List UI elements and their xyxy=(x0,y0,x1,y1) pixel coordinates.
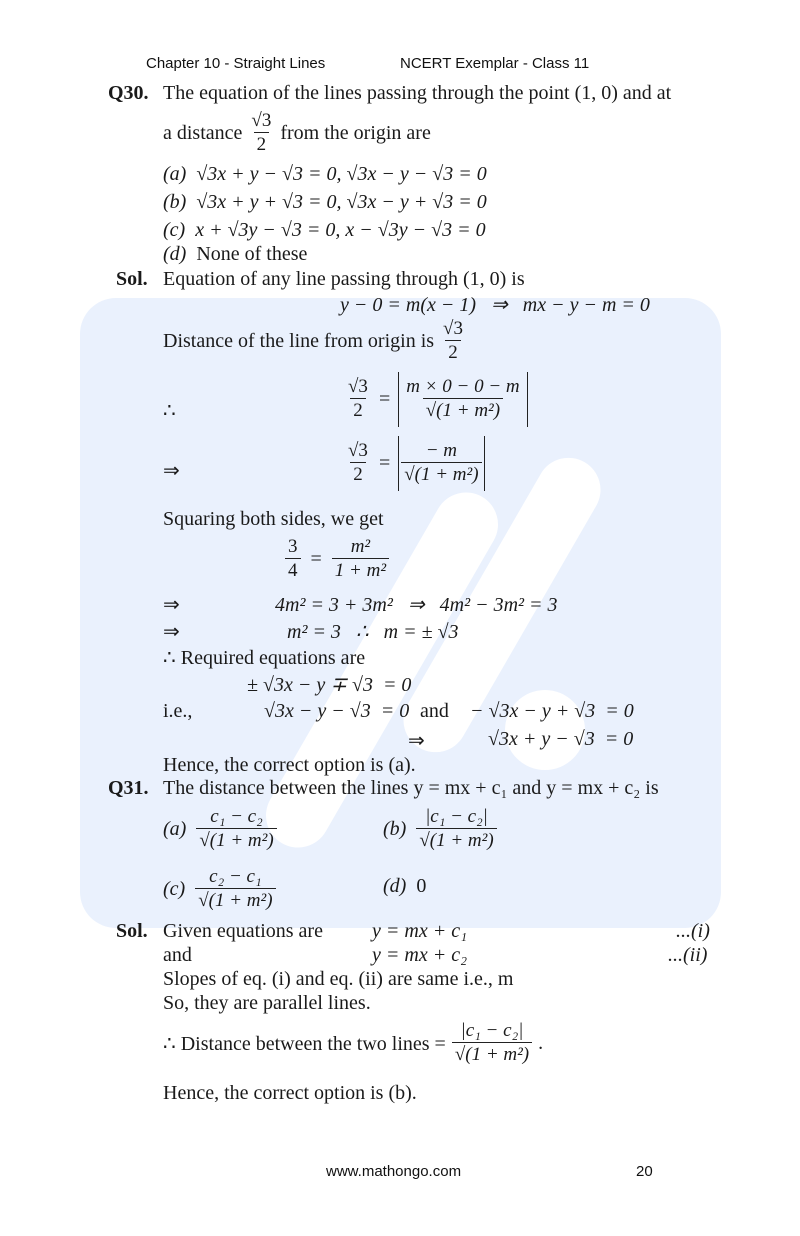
q30-option-c xyxy=(163,219,486,242)
fraction-denominator: √(1 + m²) xyxy=(452,1042,532,1067)
sol31-eq-ii: y = mx + c₂ xyxy=(372,944,468,966)
sol30-step1 xyxy=(345,372,528,427)
fraction-numerator: − m xyxy=(425,440,458,461)
fraction-numerator: c₁ − c₂ xyxy=(210,806,263,827)
sol31-and: and xyxy=(163,944,192,966)
option-b-fraction xyxy=(416,806,496,853)
sol30-step2 xyxy=(345,436,485,491)
option-a-fraction xyxy=(196,806,276,853)
sol30-line1: Equation of any line passing through (1, 0) is xyxy=(163,268,525,290)
q30-option-b xyxy=(163,191,487,214)
option-text: √3x + y − √3 = 0, √3x − y − √3 = 0 xyxy=(196,163,487,185)
footer-page-number: 20 xyxy=(636,1163,653,1180)
equals-sign: = xyxy=(378,452,391,474)
ie-label: i.e., xyxy=(163,700,193,722)
equals-sign: = xyxy=(378,388,391,410)
step1-lhs xyxy=(345,376,371,423)
sol30-label: Sol. xyxy=(116,268,148,290)
step1-rhs xyxy=(403,376,522,423)
q30-distance-fraction xyxy=(248,110,274,157)
ie-equation2: − √3x − y + √3 = 0 xyxy=(470,700,634,722)
sol31-given: Given equations are xyxy=(163,920,323,942)
option-label: (c) xyxy=(163,219,186,241)
sol31-ref-ii: ...(ii) xyxy=(668,944,708,966)
fraction-numerator: √3 xyxy=(251,110,272,131)
fraction-denominator: √(1 + m²) xyxy=(423,398,503,423)
fraction-denominator: 4 xyxy=(285,558,301,583)
fraction-numerator: √3 xyxy=(348,376,368,397)
required-equation: ± √3x − y ∓ √3 = 0 xyxy=(247,674,412,696)
q31-option-a xyxy=(163,806,277,853)
option-label: (b) xyxy=(163,191,187,213)
fraction-numerator: √3 xyxy=(348,440,368,461)
q31-number: Q31. xyxy=(108,777,149,799)
step2-lhs xyxy=(345,440,371,487)
option-c-fraction xyxy=(195,866,275,913)
ie-equation3: √3x + y − √3 = 0 xyxy=(488,728,634,750)
option-label: (d) xyxy=(163,243,187,265)
q30-text-post: from the origin are xyxy=(280,122,431,144)
q30-text-line2 xyxy=(163,110,431,157)
option-label: (d) xyxy=(383,875,407,897)
fraction-numerator: m² xyxy=(350,536,371,557)
distance-fraction xyxy=(452,1020,532,1067)
q31-option-c xyxy=(163,866,276,913)
sol31-distance-line xyxy=(163,1020,543,1067)
implies-symbol: ⇒ xyxy=(408,730,425,752)
fraction-numerator: 3 xyxy=(288,536,298,557)
ie-equation1: √3x − y − √3 = 0 xyxy=(264,700,410,722)
header-chapter: Chapter 10 - Straight Lines xyxy=(146,55,326,72)
sol30-distance-line xyxy=(163,318,466,365)
equals-sign: = xyxy=(310,548,322,570)
fraction-denominator: √(1 + m²) xyxy=(416,828,496,853)
fraction-denominator: 1 + m² xyxy=(332,558,389,583)
q30-text-line1: The equation of the lines passing through the point (1, 0) and at xyxy=(163,82,672,104)
option-label: (a) xyxy=(163,163,187,185)
fraction-numerator: m × 0 − 0 − m xyxy=(406,376,520,397)
implies-symbol: ⇒ xyxy=(163,594,180,616)
header-book: NCERT Exemplar - Class 11 xyxy=(400,55,590,72)
sol31-slopes: Slopes of eq. (i) and eq. (ii) are same i.e., m xyxy=(163,968,514,990)
implies-symbol: ⇒ xyxy=(163,621,180,643)
q31-text: The distance between the lines y = mx + c₁ and y = mx + c₂ is xyxy=(163,777,659,799)
fraction-denominator: 2 xyxy=(254,132,270,157)
fraction-denominator: 2 xyxy=(350,398,366,423)
step2-rhs xyxy=(401,440,481,487)
period: . xyxy=(538,1032,544,1054)
therefore-symbol: ∴ xyxy=(163,400,176,422)
option-label: (a) xyxy=(163,818,187,840)
q31-option-d xyxy=(383,875,426,898)
q30-option-d xyxy=(163,243,307,266)
option-text: 0 xyxy=(416,875,427,897)
fraction-numerator: c₂ − c₁ xyxy=(209,866,262,887)
distance-text: ∴ Distance between the two lines = xyxy=(163,1033,446,1055)
distance-text: Distance of the line from origin is xyxy=(163,330,435,352)
squared-lhs xyxy=(285,536,301,583)
sol30-step4: m² = 3 ∴ m = ± √3 xyxy=(287,621,459,643)
sol30-eq1: y − 0 = m(x − 1) ⇒ mx − y − m = 0 xyxy=(340,294,650,316)
fraction-numerator: |c₁ − c₂| xyxy=(425,806,488,827)
and-text: and xyxy=(420,700,449,722)
sol30-squared xyxy=(285,536,389,583)
step1-rhs-abs xyxy=(398,372,527,427)
squaring-text: Squaring both sides, we get xyxy=(163,508,384,530)
sol31-eq-i: y = mx + c₁ xyxy=(372,920,468,942)
sol31-parallel: So, they are parallel lines. xyxy=(163,992,371,1014)
q30-text-pre: a distance xyxy=(163,122,243,144)
fraction-numerator: |c₁ − c₂| xyxy=(460,1020,524,1041)
q31-option-b xyxy=(383,806,497,853)
fraction-denominator: √(1 + m²) xyxy=(195,888,275,913)
sol31-conclusion: Hence, the correct option is (b). xyxy=(163,1082,417,1104)
sol31-ref-i: ...(i) xyxy=(676,920,710,942)
fraction-denominator: √(1 + m²) xyxy=(196,828,276,853)
fraction-denominator: 2 xyxy=(445,340,461,365)
implies-symbol: ⇒ xyxy=(163,460,180,482)
q30-number: Q30. xyxy=(108,82,149,104)
fraction-numerator: √3 xyxy=(443,318,463,339)
q30-option-a xyxy=(163,163,487,186)
squared-rhs xyxy=(332,536,389,583)
sol31-label: Sol. xyxy=(116,920,148,942)
fraction-denominator: √(1 + m²) xyxy=(401,462,481,487)
option-text: √3x + y + √3 = 0, √3x − y + √3 = 0 xyxy=(196,191,487,213)
sol30-conclusion: Hence, the correct option is (a). xyxy=(163,754,416,776)
option-text: None of these xyxy=(196,243,308,265)
required-text: ∴ Required equations are xyxy=(163,647,366,669)
option-label: (c) xyxy=(163,878,186,900)
distance-fraction xyxy=(440,318,466,365)
option-text: x + √3y − √3 = 0, x − √3y − √3 = 0 xyxy=(195,219,486,241)
footer-site: www.mathongo.com xyxy=(326,1163,462,1180)
fraction-denominator: 2 xyxy=(350,462,366,487)
option-label: (b) xyxy=(383,818,407,840)
step2-rhs-abs xyxy=(398,436,484,491)
sol30-step3: 4m² = 3 + 3m² ⇒ 4m² − 3m² = 3 xyxy=(275,594,558,616)
